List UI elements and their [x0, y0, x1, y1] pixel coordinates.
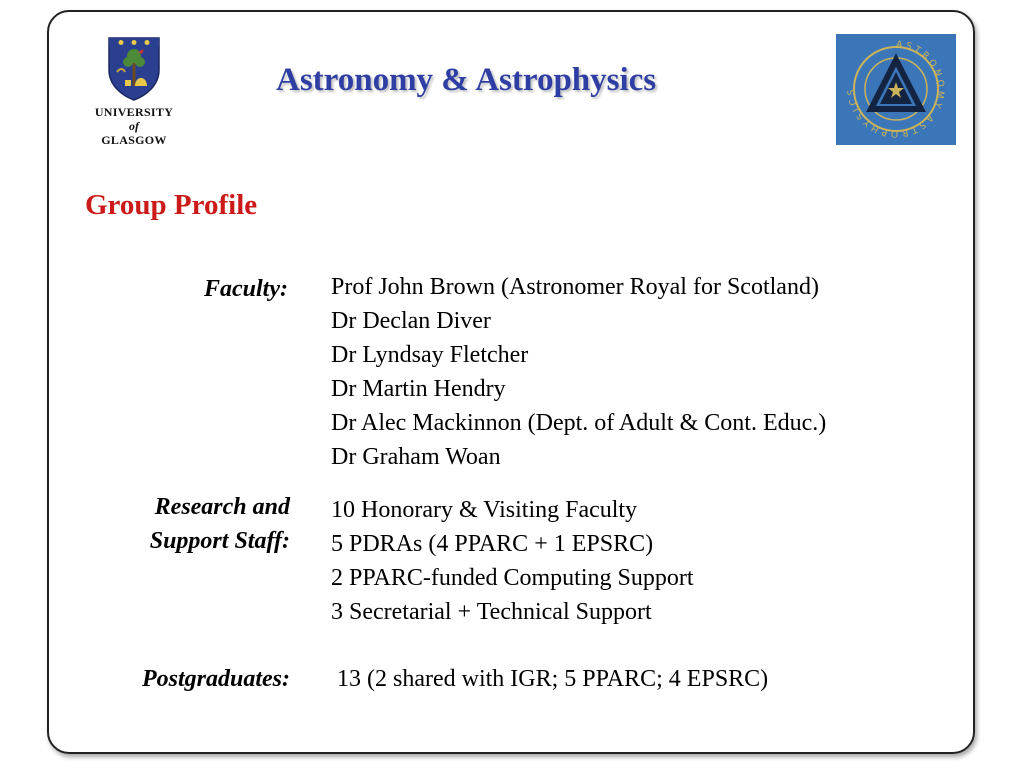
list-item: 5 PDRAs (4 PPARC + 1 EPSRC): [331, 531, 654, 557]
postgraduates-label-text: Postgraduates:: [141, 666, 290, 692]
postgraduates-value-text: 13 (2 shared with IGR; 5 PPARC; 4 EPSRC): [337, 666, 769, 692]
section-title: Group Profile: [85, 189, 258, 221]
page-title: Astronomy & Astrophysics: [276, 62, 657, 98]
postgraduates-label: [40, 662, 290, 696]
university-crest-icon: [105, 36, 163, 102]
faculty-list: [331, 270, 826, 474]
list-item: 3 Secretarial + Technical Support: [331, 599, 652, 625]
emblem-ring-text: ASTRONOMY ASTROPHYSICS: [846, 39, 946, 139]
university-line2: of: [129, 118, 139, 133]
postgraduates-value: [337, 662, 768, 696]
list-item: Dr Graham Woan: [331, 444, 501, 470]
research-staff-label-line2: Support Staff:: [149, 528, 290, 554]
research-staff-list: [331, 493, 694, 629]
astronomy-emblem-icon: [836, 34, 956, 145]
astronomy-emblem: [836, 34, 956, 145]
research-staff-label-line1: Research and: [154, 494, 290, 520]
list-item: Prof John Brown (Astronomer Royal for Scotland): [331, 274, 819, 300]
university-line1: UNIVERSITY: [94, 105, 174, 119]
list-item: 10 Honorary & Visiting Faculty: [331, 497, 638, 523]
faculty-label-text: Faculty:: [204, 276, 288, 302]
list-item: Dr Alec Mackinnon (Dept. of Adult & Cont. Educ.): [331, 410, 827, 436]
university-name: [78, 106, 190, 147]
university-logo: [78, 36, 190, 154]
list-item: 2 PPARC-funded Computing Support: [331, 565, 694, 591]
list-item: Dr Lyndsay Fletcher: [331, 342, 529, 368]
list-item: Dr Declan Diver: [331, 308, 491, 334]
research-staff-label: [40, 490, 290, 558]
university-line3: GLASGOW: [101, 132, 167, 147]
faculty-label: [38, 272, 288, 306]
list-item: Dr Martin Hendry: [331, 376, 506, 402]
